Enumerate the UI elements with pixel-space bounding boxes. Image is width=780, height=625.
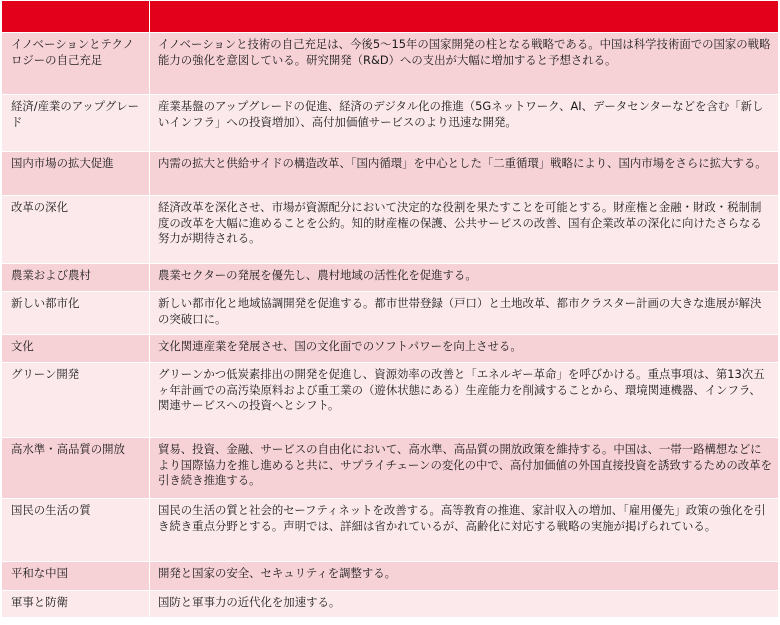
row-description: 内需の拡大と供給サイドの構造改革、「国内循環」を中心とした「二重循環」戦略により、国内市場をさらに拡大する。 bbox=[150, 152, 779, 196]
table-header-row bbox=[2, 1, 779, 33]
row-category: グリーン開発 bbox=[2, 363, 150, 438]
table-row bbox=[2, 152, 779, 196]
row-category: 高水準・高品質の開放 bbox=[2, 438, 150, 499]
row-description: 国民の生活の質と社会的セーフティネットを改善する。高等教育の推進、家計収入の増加、「雇用優先」政策の強化を引き続き重点分野とする。声明では、詳細は省かれているが、高齢化に対応する戦略の実施が掲げられている。 bbox=[150, 499, 779, 562]
table-header-cell-category bbox=[2, 1, 150, 33]
table-row bbox=[2, 335, 779, 363]
row-category: イノベーションとテクノロジーの自己充足 bbox=[2, 33, 150, 95]
row-description: グリーンかつ低炭素排出の開発を促進し、資源効率の改善と「エネルギー革命」を呼びかける。重点事項は、第13次五ヶ年計画での高汚染原料および重工業の（遊休状態にある）生産能力を削減することから、環境関連機器、インフラ、関連サービスへの投資へとシフト。 bbox=[150, 363, 779, 438]
table-header bbox=[2, 1, 779, 33]
row-description: 産業基盤のアップグレードの促進、経済のデジタル化の推進（5Gネットワーク、AI、データセンターなどを含む「新しいインフラ」への投資増加）、高付加価値サービスのより迅速な開発。 bbox=[150, 95, 779, 152]
row-category: 農業および農村 bbox=[2, 264, 150, 292]
table-row bbox=[2, 363, 779, 438]
table-row bbox=[2, 591, 779, 618]
table-row bbox=[2, 196, 779, 264]
table-row bbox=[2, 499, 779, 562]
row-description: 農業セクターの発展を優先し、農村地域の活性化を促進する。 bbox=[150, 264, 779, 292]
row-category: 軍事と防衛 bbox=[2, 591, 150, 618]
row-category: 改革の深化 bbox=[2, 196, 150, 264]
row-category: 経済/産業のアップグレード bbox=[2, 95, 150, 152]
row-category: 国民の生活の質 bbox=[2, 499, 150, 562]
table-body bbox=[2, 33, 779, 618]
table-row bbox=[2, 264, 779, 292]
row-category: 平和な中国 bbox=[2, 562, 150, 591]
table-row bbox=[2, 33, 779, 95]
row-description: 経済改革を深化させ、市場が資源配分において決定的な役割を果たすことを可能とする。財産権と金融・財政・税制制度の改革を大幅に進めることを公約。知的財産権の保護、公共サービスの改善、国有企業改革の深化に向けたさらなる努力が期待される。 bbox=[150, 196, 779, 264]
table-row bbox=[2, 562, 779, 591]
table-row bbox=[2, 95, 779, 152]
row-description: 新しい都市化と地域協調開発を促進する。都市世帯登録（戸口）と土地改革、都市クラスター計画の大きな進展が解決の突破口に。 bbox=[150, 292, 779, 335]
row-category: 文化 bbox=[2, 335, 150, 363]
table-row bbox=[2, 292, 779, 335]
row-category: 新しい都市化 bbox=[2, 292, 150, 335]
row-description: 文化関連産業を発展させ、国の文化面でのソフトパワーを向上させる。 bbox=[150, 335, 779, 363]
row-description: 開発と国家の安全、セキュリティを調整する。 bbox=[150, 562, 779, 591]
row-description: 国防と軍事力の近代化を加速する。 bbox=[150, 591, 779, 618]
table-header-cell-description bbox=[150, 1, 779, 33]
row-category: 国内市場の拡大促進 bbox=[2, 152, 150, 196]
row-description: 貿易、投資、金融、サービスの自由化において、高水準、高品質の開放政策を維持する。中国は、一帯一路構想などにより国際協力を推し進めると共に、サプライチェーンの変化の中で、高付加価値の外国直接投資を誘致するための改革を引き続き推進する。 bbox=[150, 438, 779, 499]
table-row bbox=[2, 438, 779, 499]
row-description: イノベーションと技術の自己充足は、今後5～15年の国家開発の柱となる戦略である。中国は科学技術面での国家の戦略能力の強化を意図している。研究開発（R&D）への支出が大幅に増加すると予想される。 bbox=[150, 33, 779, 95]
policy-table bbox=[1, 0, 779, 618]
